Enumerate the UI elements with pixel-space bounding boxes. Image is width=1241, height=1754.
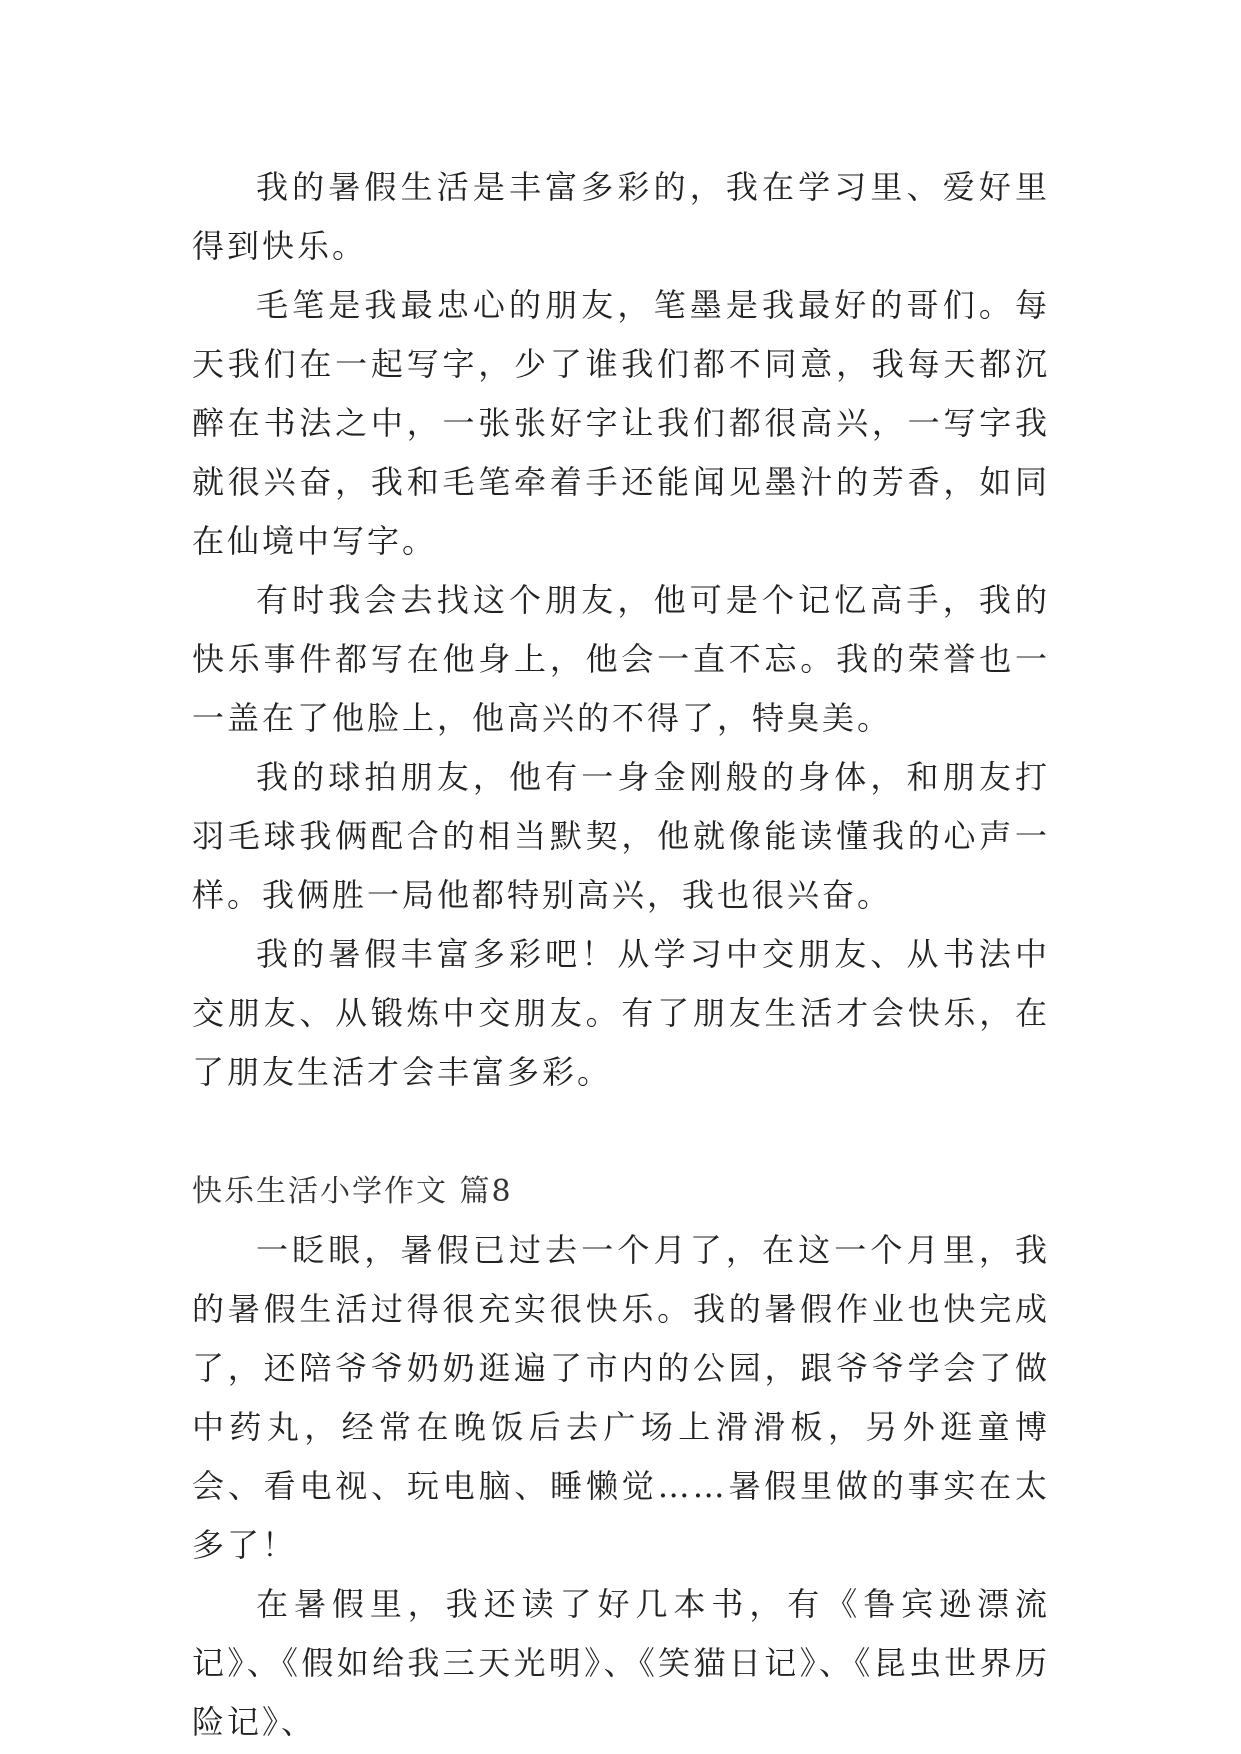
paragraph-6: 一眨眼，暑假已过去一个月了，在这一个月里，我的暑假生活过得很充实很快乐。我的暑假作业也快完成了，还陪爷爷奶奶逛遍了市内的公园，跟爷爷学会了做中药丸，经常在晚饭后去广场上滑滑板，另外逛童博会、看电视、玩电脑、睡懒觉……暑假里做的事实在太多了！ — [192, 1231, 1050, 1564]
paragraph-4: 我的球拍朋友，他有一身金刚般的身体，和朋友打羽毛球我俩配合的相当默契，他就像能读懂我的心声一样。我俩胜一局他都特别高兴，我也很兴奋。 — [192, 758, 1050, 914]
paragraph-1: 我的暑假生活是丰富多彩的，我在学习里、爱好里得到快乐。 — [192, 168, 1050, 265]
document-body — [192, 158, 1050, 1752]
paragraph-7: 在暑假里，我还读了好几本书，有《鲁宾逊漂流记》、《假如给我三天光明》、《笑猫日记》、《昆虫世界历险记》、 — [192, 1585, 1050, 1741]
paragraph-2: 毛笔是我最忠心的朋友，笔墨是我最好的哥们。每天我们在一起写字，少了谁我们都不同意，我每天都沉醉在书法之中，一张张好字让我们都很高兴，一写字我就很兴奋，我和毛笔牵着手还能闻见墨汁的芳香，如同在仙境中写字。 — [192, 286, 1050, 560]
section-heading: 快乐生活小学作文 篇8 — [192, 1174, 513, 1209]
paragraph-3: 有时我会去找这个朋友，他可是个记忆高手，我的快乐事件都写在他身上，他会一直不忘。我的荣誉也一一盖在了他脸上，他高兴的不得了，特臭美。 — [192, 581, 1050, 737]
paragraph-5: 我的暑假丰富多彩吧！从学习中交朋友、从书法中交朋友、从锻炼中交朋友。有了朋友生活才会快乐，在了朋友生活才会丰富多彩。 — [192, 935, 1050, 1091]
